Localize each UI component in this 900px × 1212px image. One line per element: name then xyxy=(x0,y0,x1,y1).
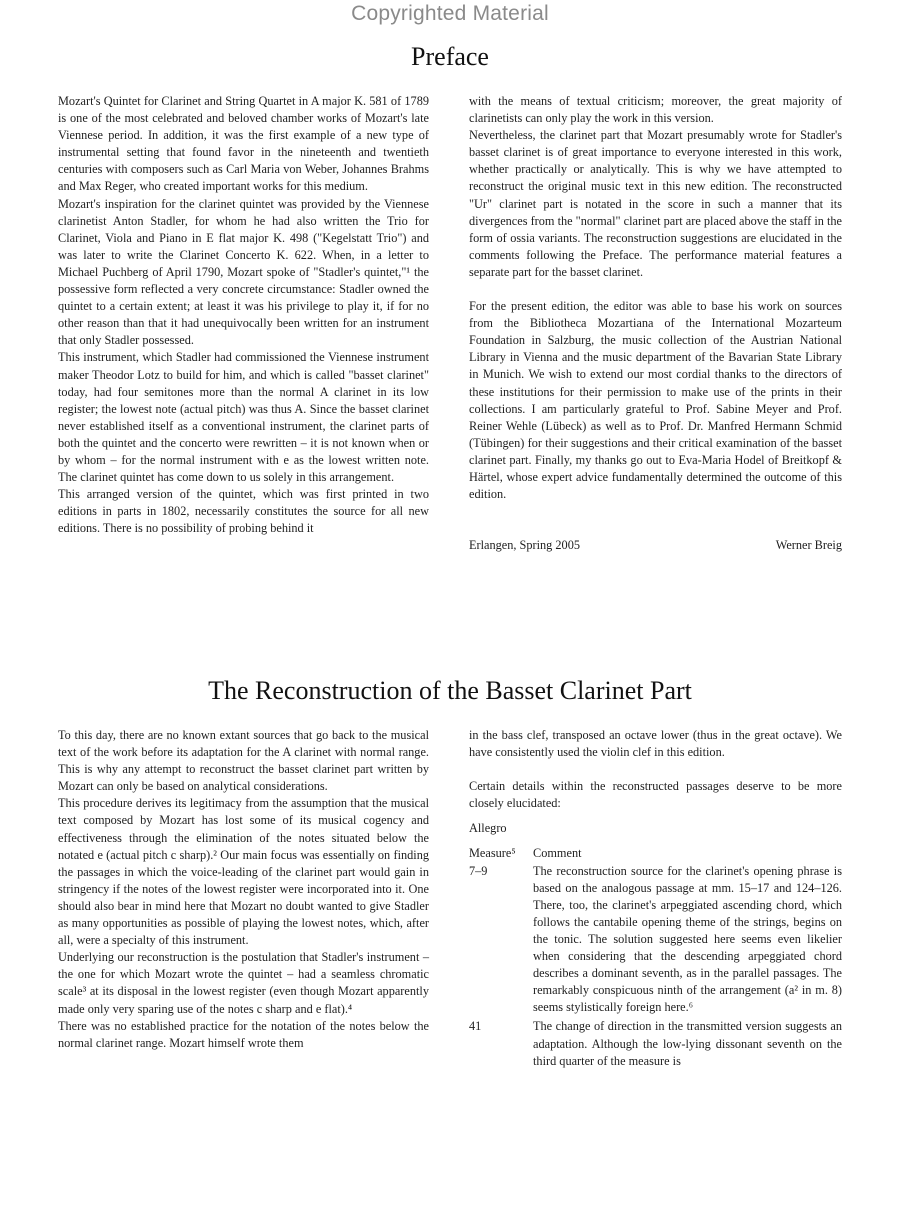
preface-signature xyxy=(469,537,842,554)
comment-entry xyxy=(469,863,842,1017)
preface-paragraph: Mozart's inspiration for the clarinet quintet was provided by the Viennese clarinetist Anton Stadler, for whom he had also written the Trio for Clarinet, Viola and Piano in E flat major K. 498 ("Kegelstatt Trio") and was later to write the Clarinet Concerto K. 622. When, in a letter to Michael Puchberg of April 1790, Mozart spoke of "Stadler's quintet,"¹ the possessive form reflected a very concrete circumstance: Stadler owned the quintet to a certain extent; at least it was his privilege to play it, if for no other reason than that it had unequivocally been written for an instrument that only Stadler possessed. xyxy=(58,196,429,348)
comment-header: Comment xyxy=(533,846,582,861)
movement-heading: Allegro xyxy=(469,821,507,836)
reconstruction-left-column xyxy=(58,727,429,1052)
preface-paragraph: This arranged version of the quintet, which was first printed in two editions in parts in 1802, necessarily constitutes the source for all new editions. There is no possibility of probing behind it xyxy=(58,487,429,536)
measure-header: Measure⁵ xyxy=(469,846,516,861)
reconstruction-paragraph: This procedure derives its legitimacy from the assumption that the musical text composed by Mozart has lost some of its musical cogency and effectiveness through the elimination of the notes situated below the notated e (actual pitch c sharp).² Our main focus was essentially on finding the passages in which the voice-leading of the clarinet part would gain in stringency if the notes of the lowest register were incorporated into it. One should also bear in mind here that Mozart no doubt wanted to give Stadler as many opportunities as possible of playing the lowest notes, which, after all, were a specialty of this instrument. xyxy=(58,796,429,948)
reconstruction-paragraph: Underlying our reconstruction is the postulation that Stadler's instrument – the one for which Mozart wrote the quintet – had a seamless chromatic scale³ at its disposal in the lowest register (even though Mozart apparently made only very sparing use of the notes c sharp and e flat).⁴ xyxy=(58,950,429,1016)
reconstruction-paragraph: in the bass clef, transposed an octave lower (thus in the great octave). We have consistently used the violin clef in this edition. xyxy=(469,728,842,760)
reconstruction-paragraph: To this day, there are no known extant sources that go back to the musical text of the work before its adaptation for the A clarinet with normal range. This is why any attempt to reconstruct the basset clarinet part written by Mozart can only be based on analytical considerations. xyxy=(58,728,429,794)
entry-measure: 7–9 xyxy=(469,863,488,878)
preface-right-column xyxy=(469,93,842,554)
entry-comment: The change of direction in the transmitted version suggests an adaptation. Although the low-lying dissonant seventh on the third quarter of the measure is xyxy=(533,1019,842,1068)
preface-paragraph: This instrument, which Stadler had commissioned the Viennese instrument maker Theodor Lotz to build for him, and which is called "basset clarinet" today, had four semitones more than the normal A clarinet in its low register; the lowest note (actual pitch) was thus A. Since the basset clarinet never established itself as a conventional instrument, the clarinet parts of both the quintet and the concerto were rewritten – it is not known when or by whom – for the normal instrument with e as the lowest written note. The clarinet quintet has come down to us solely in this arrangement. xyxy=(58,350,429,485)
copyright-watermark: Copyrighted Material xyxy=(351,2,549,25)
entry-comment: The reconstruction source for the clarinet's opening phrase is based on the analogous passage at mm. 15–17 and 124–126. There, too, the clarinet's arpeggiated ascending chord, which follows the cantabile opening theme of the strings, begins on the tonic. The solution suggested here seems even likelier when considering that the descending arpeggiated chord describes a dominant seventh, as in the parallel passages. The remarkably conspicuous ninth of the arrangement (a² in m. 8) seems stylistically foreign here.⁶ xyxy=(533,863,842,1015)
preface-title: Preface xyxy=(411,42,489,71)
preface-paragraph: For the present edition, the editor was able to base his work on sources from the Bibliotheca Mozartiana of the International Mozarteum Foundation in Salzburg, the music collection of the Austrian National Library in Vienna and the music department of the Bavarian State Library in Munich. We wish to extend our most cordial thanks to the directors of these institutions for their permission to make use of the prints in their collections. I am particularly grateful to Prof. Sabine Meyer and Prof. Reiner Wehle (Lübeck) as well as to Prof. Dr. Manfred Hermann Schmid (Tübingen) for their suggestions and their critical examination of the basset clarinet part. Finally, my thanks go out to Eva-Maria Hodel of Breitkopf & Härtel, whose expert advice fundamentally determined the outcome of this edition. xyxy=(469,299,842,502)
reconstruction-paragraph: There was no established practice for the notation of the notes below the normal clarinet range. Mozart himself wrote them xyxy=(58,1018,429,1050)
reconstruction-title: The Reconstruction of the Basset Clarinet Part xyxy=(208,676,692,705)
place-date: Erlangen, Spring 2005 xyxy=(469,538,580,553)
preface-paragraph: Nevertheless, the clarinet part that Mozart presumably wrote for Stadler's basset clarinet is of great importance to everyone interested in this work, whether practically or analytically. This is why we have attempted to reconstruct the original music text in this new edition. The reconstructed "Ur" clarinet part is notated in the score in such a manner that its divergences from the "normal" clarinet part are placed above the staff in the form of ossia variants. The reconstruction suggestions are elucidated in the comments following the Preface. The performance material features a separate part for the basset clarinet. xyxy=(469,128,842,279)
comment-entry xyxy=(469,1018,842,1069)
measure-comment-header xyxy=(469,845,842,862)
preface-paragraph: with the means of textual criticism; moreover, the great majority of clarinetists can only play the work in this version. xyxy=(469,94,842,126)
author-name: Werner Breig xyxy=(775,538,842,553)
preface-left-column xyxy=(58,93,429,537)
entry-measure: 41 xyxy=(469,1019,482,1034)
details-intro: Certain details within the reconstructed passages deserve to be more closely elucidated: xyxy=(469,779,842,811)
reconstruction-right-column xyxy=(469,727,842,1070)
preface-paragraph: Mozart's Quintet for Clarinet and String Quartet in A major K. 581 of 1789 is one of the most celebrated and beloved chamber works of Mozart's late Viennese period. In addition, it was the first example of a new type of instrumental setting that found favor in the nineteenth and twentieth centuries with composers such as Carl Maria von Weber, Johannes Brahms and Max Reger, who created important works for this medium. xyxy=(58,94,429,194)
